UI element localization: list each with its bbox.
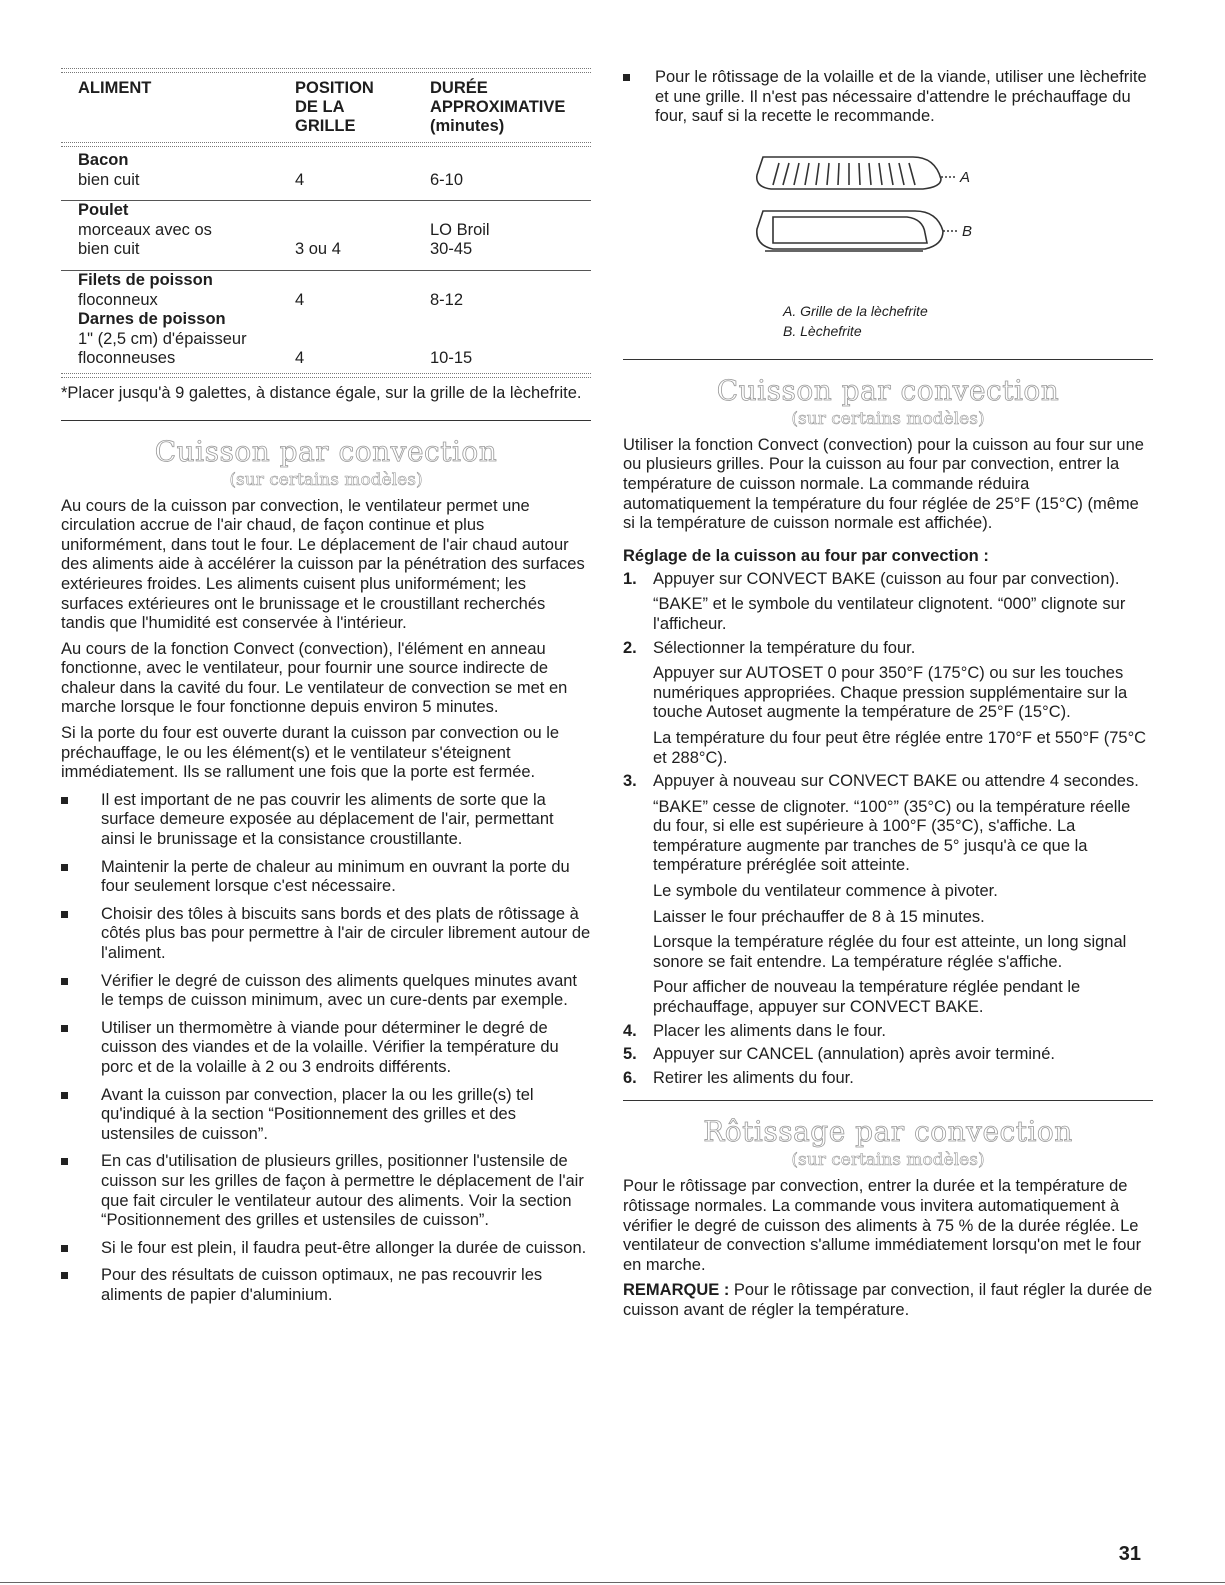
- cell-position: 4: [295, 290, 305, 309]
- table-note: *Placer jusqu'à 9 galettes, à distance égale, sur la grille de la lèchefrite.: [61, 383, 582, 402]
- section-title: Cuisson par convection: [716, 373, 1060, 407]
- header-aliment: ALIMENT: [78, 79, 152, 97]
- square-bullet-icon: [61, 1245, 68, 1252]
- paragraph: Pour le rôtissage par convection, entrer la durée et la température de rôtissage normales. La commande vous invitera automatiquement à vérifier le degré de cuisson des aliments à 75 % de la durée réglée. Le ventilateur de convection s'allume immédiatement lorsqu'on met le four en marche.: [623, 1177, 1142, 1274]
- step-item: 2. Sélectionner la température du four. Appuyer sur AUTOSET 0 pour 350°F (175°C) ou sur les touches numériques appropriées. Chaque pression supplémentaire sur la touche Autoset augmente la température de 25°F (15°C). La température du four peut être réglée entre 170°F et 550°F (75°C et 288°C).: [623, 639, 1153, 769]
- square-bullet-icon: [61, 1092, 68, 1099]
- table-row: [61, 349, 591, 369]
- roasting-note-list: [623, 68, 1153, 127]
- section-title: Cuisson par convection: [154, 434, 498, 468]
- table-header-row: [61, 73, 591, 142]
- list-item: Utiliser un thermomètre à viande pour déterminer le degré de cuisson des viandes et de la volaille. Vérifier la température du porc et de la volaille à 2 ou 3 endroits différents.: [61, 1019, 591, 1078]
- header-duree: DURÉE APPROXIMATIVE (minutes): [430, 79, 566, 135]
- cell-food: bien cuit: [78, 170, 140, 189]
- list-item: Maintenir la perte de chaleur au minimum en ouvrant la porte du four seulement lorsque c'est nécessaire.: [61, 858, 591, 897]
- table-bottom-rule: [61, 373, 591, 378]
- figure-caption-a: A. Grille de la lèchefrite: [783, 302, 928, 319]
- table-row: [61, 240, 591, 260]
- square-bullet-icon: [61, 1158, 68, 1165]
- cell-food: 1" (2,5 cm) d'épaisseur: [78, 329, 247, 348]
- cell-food: floconneuses: [78, 349, 176, 368]
- square-bullet-icon: [61, 911, 68, 918]
- section-title: Rôtissage par convection: [703, 1115, 1073, 1149]
- group-title: Filets de poisson: [78, 270, 213, 289]
- step-note: “BAKE” et le symbole du ventilateur clignotent. “000” clignote sur l'afficheur.: [653, 595, 1126, 633]
- cell-food: floconneux: [78, 290, 158, 309]
- label-b: B: [962, 222, 973, 240]
- paragraph: Au cours de la cuisson par convection, le ventilateur permet une circulation accrue de l'air chaud, de façon continue et plus uniformément, dans tout le four. Le déplacement de l'air chaud autour des aliments aide à accélérer la cuisson par la pénétration des surfaces extérieures froides. Les aliments cuisent plus uniformément; les surfaces extérieures ont le brunissage et le croustillant recherchés tandis que l'humidité est conservée à l'intérieur.: [61, 496, 585, 633]
- section-subtitle: (sur certains modèles): [229, 469, 423, 490]
- step-note: Laisser le four préchauffer de 8 à 15 minutes.: [653, 907, 985, 926]
- list-item: En cas d'utilisation de plusieurs grilles, positionner l'ustensile de cuisson sur les grilles de façon à permettre le déplacement de l'air que fait circuler le ventilateur autour des aliments. Voir la section “Positionnement des grilles et ustensiles de cuisson”.: [61, 1152, 591, 1230]
- list-item: Si le four est plein, il faudra peut-être allonger la durée de cuisson.: [61, 1239, 591, 1259]
- section-divider: [623, 359, 1153, 360]
- step-item: 4. Placer les aliments dans le four.: [623, 1021, 886, 1040]
- group-subtitle: Darnes de poisson: [78, 310, 226, 329]
- square-bullet-icon: [61, 978, 68, 985]
- page-bottom-rule: [0, 1582, 1225, 1583]
- section-divider: [623, 1100, 1153, 1101]
- step-note: “BAKE” cesse de clignoter. “100°” (35°C) ou la température réelle du four, si elle est supérieure à 100°F (35°C), s'affiche. La température augmente par tranches de 5° jusqu'à ce que la température préréglée soit atteinte.: [653, 797, 1131, 875]
- step-item: 5. Appuyer sur CANCEL (annulation) après avoir terminé.: [623, 1045, 1055, 1064]
- list-item: Avant la cuisson par convection, placer la ou les grille(s) tel qu'indiqué à la section “Positionnement des grilles et des ustensiles de cuisson”.: [61, 1086, 591, 1145]
- table-row: [61, 291, 591, 311]
- cell-position: 4: [295, 170, 305, 189]
- group-title: Poulet: [78, 201, 129, 220]
- page-number: 31: [1118, 1543, 1141, 1565]
- step-item: 1. Appuyer sur CONVECT BAKE (cuisson au four par convection). “BAKE” et le symbole du ventilateur clignotent. “000” clignote sur l'afficheur.: [623, 570, 1153, 635]
- list-item: Pour des résultats de cuisson optimaux, ne pas recouvrir les aliments de papier d'aluminium.: [61, 1266, 591, 1305]
- group-title: Bacon: [78, 151, 129, 169]
- list-item: Pour le rôtissage de la volaille et de la viande, utiliser une lèchefrite et une grille. Il n'est pas nécessaire d'attendre le préchauffage du four, sauf si la recette le recommande.: [623, 68, 1153, 127]
- step-note: La température du four peut être réglée entre 170°F et 550°F (75°C et 288°C).: [653, 728, 1147, 767]
- cell-food: bien cuit: [78, 240, 140, 259]
- square-bullet-icon: [623, 74, 630, 81]
- cell-duration: 30-45: [430, 240, 473, 259]
- cell-position: [278, 221, 413, 241]
- table-row: [61, 330, 591, 350]
- list-item: Il est important de ne pas couvrir les aliments de sorte que la surface demeure exposée au déplacement de l'air, permettant ainsi le brunissage et la consistance croustillante.: [61, 791, 591, 850]
- table-row: [61, 221, 591, 241]
- step-item: 6. Retirer les aliments du four.: [623, 1068, 854, 1087]
- header-position: POSITION DE LA GRILLE: [295, 79, 374, 135]
- procedure-heading: Réglage de la cuisson au four par convection :: [623, 546, 989, 565]
- cell-duration: 10-15: [430, 349, 473, 368]
- cell-duration: 8-12: [430, 290, 464, 309]
- section-divider: [61, 420, 591, 421]
- section-subtitle: (sur certains modèles): [791, 1150, 985, 1171]
- cell-duration: [413, 330, 591, 350]
- list-item: Choisir des tôles à biscuits sans bords et des plats de rôtissage à côtés plus bas pour permettre à l'air de circuler librement autour de l'aliment.: [61, 905, 591, 964]
- step-item: 3. Appuyer à nouveau sur CONVECT BAKE ou attendre 4 secondes. “BAKE” cesse de clignoter. “100°” (35°C) ou la température réelle du four, si elle est supérieure à 100°F (35°C), s'affiche. La température augmente par tranches de 5° jusqu'à ce que la température préréglée soit atteinte. Le symbole du ventilateur commence à pivoter. Laisser le four préchauffer de 8 à 15 minutes. Lorsque la température réglée du four est atteinte, un long signal sonore se fait entendre. La température réglée s'affiche. Pour afficher de nouveau la température réglée pendant le préchauffage, appuyer sur CONVECT BAKE.: [623, 772, 1153, 1018]
- label-a: A: [960, 168, 971, 186]
- paragraph: Utiliser la fonction Convect (convection) pour la cuisson au four sur une ou plusieurs grilles. Pour la cuisson au four par convection, entrer la température de cuisson normale. La commande réduira automatiquement la température du four réglée de 25°F (15°C) (même si la température de cuisson normale est affichée).: [623, 435, 1144, 533]
- cell-position: 3 ou 4: [295, 240, 341, 259]
- broiler-pan-illustration: [623, 145, 1153, 295]
- section-subtitle: (sur certains modèles): [791, 408, 985, 429]
- list-item: Vérifier le degré de cuisson des aliments quelques minutes avant le temps de cuisson minimum, avec un cure-dents par exemple.: [61, 972, 591, 1011]
- cell-position: [278, 330, 413, 350]
- steps-list: [623, 570, 1153, 1089]
- step-note: Pour afficher de nouveau la température réglée pendant le préchauffage, appuyer sur CONVECT BAKE.: [653, 978, 1081, 1017]
- remark: REMARQUE : Pour le rôtissage par convection, il faut régler la durée de cuisson avant de régler la température.: [623, 1281, 1153, 1319]
- left-column: [61, 68, 591, 1314]
- square-bullet-icon: [61, 1272, 68, 1279]
- paragraph: Au cours de la fonction Convect (convection), l'élément en anneau fonctionne, avec le ventilateur, pour fournir une source indirecte de chaleur dans la cavité du four. Le ventilateur de convection se met en marche lorsque le four fonctionne depuis environ 5 minutes.: [61, 639, 568, 717]
- remark-label: REMARQUE :: [623, 1281, 730, 1300]
- square-bullet-icon: [61, 864, 68, 871]
- cell-duration: LO Broil: [430, 220, 490, 239]
- square-bullet-icon: [61, 797, 68, 804]
- step-note: Le symbole du ventilateur commence à pivoter.: [653, 882, 998, 901]
- square-bullet-icon: [61, 1025, 68, 1032]
- broiler-pan-figure: [623, 145, 1153, 295]
- tips-list: [61, 791, 591, 1306]
- step-note: Lorsque la température réglée du four est atteinte, un long signal sonore se fait entendre. La température réglée s'affiche.: [653, 933, 1127, 971]
- cooking-table: [61, 73, 591, 369]
- paragraph: Si la porte du four est ouverte durant la cuisson par convection ou le préchauffage, le ou les élément(s) et le ventilateur s'éteignent immédiatement. Ils se rallument une fois que la porte est fermée.: [61, 724, 560, 782]
- right-column: [623, 68, 1153, 1321]
- cell-food: morceaux avec os: [78, 220, 212, 239]
- table-row: [61, 171, 591, 191]
- cell-duration: 6-10: [430, 170, 464, 189]
- cell-position: 4: [295, 349, 305, 368]
- figure-caption-b: B. Lèchefrite: [783, 322, 862, 339]
- step-note: Appuyer sur AUTOSET 0 pour 350°F (175°C) ou sur les touches numériques appropriées. Chaque pression supplémentaire sur la touche Autoset augmente la température de 25°F (15°C).: [653, 664, 1128, 722]
